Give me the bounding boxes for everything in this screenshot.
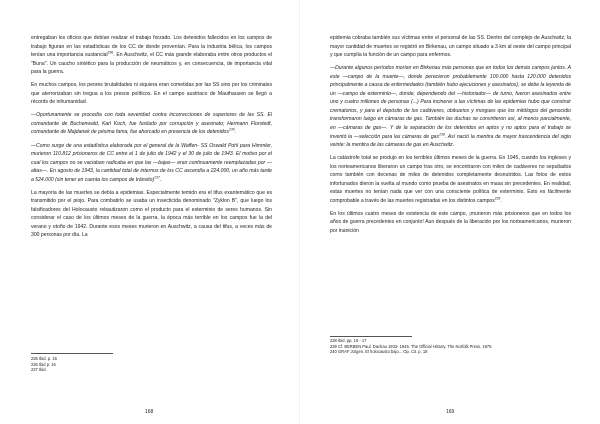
footnote-ref[interactable]: 237 [154,175,160,180]
paragraph [330,154,571,205]
footnote: 235 Ibid. p. 15 [31,356,57,361]
footnote-separator [31,353,113,354]
footnote-ref[interactable]: 238 [439,131,445,136]
footnote: 238 Ibid. pp. 16 - 17 [330,338,367,343]
paragraph [31,189,272,240]
block-quote [31,111,272,137]
paragraph [330,34,571,60]
page-number-right: 169 [446,409,455,415]
paragraph-text: —Como surge de una estadística elaborada por el general de la Waffen- SS Oswald Pohl para Himmler, murieron 110.812 prisioneros de CC entre el 1 de julio de 1942 y el 30 de julio de 1943. El motivo por el cual los campos no se vaciaban radicaba en que las —bajas— eran continuamente reemplazadas por —altas—. En agosto de 1943, la cantidad total de internos de los CC ascendía a 224.000, un año más tarde a 524.000 (sin tener en cuenta los campos de tránsito) [31,142,272,183]
left-page-body [31,34,272,245]
paragraph-text: —Durante algunos períodos morían en Birkenau más personas que en todos los demás campos juntos. A este —campo de la muerte—, donde perecieron probablemente 100.000 hasta 120.000 detenidos principalmente a causa de enfermedades (también hubo ejecuciones y asesinatos), se debe la leyenda de un —campo de exterminio—, donde, dependiendo del —historiador— de turno, fueron asesinados entre uno y cuatro millones de personas (...) Para incinerar a las víctimas de las epidemias hubo que construir crematorios, y para el depósito de los cadáveres, obituarios y morgues que los mitólogos del genocidio transformaron luego en cámaras de gas. También las duchas se convirtieron así, al menos parcialmente, en —cámaras de gas—. Y de la separación de los detenidos en aptos y no aptos para el trabajo se inventó la —selección para las cámaras de gas [330,65,571,140]
right-page [300,0,600,424]
right-footnotes [330,338,491,355]
paragraph-tail: . Así nació la mentira de mayor trascendencia del siglo veinte: la mentira de las cámaras de gas en Auschwitz. [330,133,571,149]
paragraph [31,81,272,107]
footnote: 237 Ibid. [31,367,47,373]
right-page-body [330,34,571,240]
footnote-separator [330,336,412,337]
paragraph [330,210,571,236]
footnote-ref[interactable]: 236 [107,50,114,55]
paragraph-text: En los últimos cuatro meses de existencia de este campo, ¡murieron más prisioneros que en todos los años de guerra precedentes en conjunto! Aun después de la liberación por los norteamericanos, murieron por inanición [330,210,571,234]
block-quote [330,64,571,149]
left-footnotes [31,356,57,373]
paragraph-text: —Oportunamente se procedía con toda severidad contra incorrecciones de superiores de las SS. El comandante de Buchenwald, Karl Koch, fue fusilado por corrupción y asesinato; Hermann Florstedt, comandante de Majdanek de pésima fama, fue ahorcado en presencia de los detenidos [31,112,272,136]
paragraph-tail: . [159,176,162,183]
paragraph-text: La catástrofe total se produjo en los terribles últimos meses de la guerra. En 1945, cuando los ingleses y los norteamericanos liberaron un campo tras otro, se encontraron con miles de cadáveres no sepultados como también con decenas de miles de detenidos completamente desnutridos. Las fotos de estos infortunados dieron la vuelta al mundo como prueba de asesinatos en masa sin precedentes. En realidad, estas muertes no tenían nada que ver con una consciente política de exterminio. Esto es fácilmente comprobable a través de las muertes registradas en los distintos campos [330,155,571,204]
paragraph-tail: . [234,129,237,136]
footnote-ref[interactable]: 239 [494,196,501,201]
paragraph-text: En muchos campos, los peores brutalidades ni siquiera eran cometidas por las SS sino por los criminales que aterrorizaban sin tregua a los presos políticos. En el campo austriaco de Mauthausen se llegó a récords de inhumanidad. [31,82,272,106]
page-number-left: 168 [145,409,154,415]
footnote: 236 Ibid p. 16 [31,361,56,367]
paragraph-tail: . En Auschwitz, el CC más grande elaboraba entre otros productos el "Buna". Un caucho sintético para la producción de neumáticos y, en consecuencia, de importancia vital para la guerra. [31,52,272,76]
footnote: 239 Cf. BERBEN Paul. Dachau 1933- 1945. The Official History. The Norfolk Press, 1975 [330,343,492,349]
paragraph-tail: . [500,197,502,204]
paragraph-text: epidemia cobraba también sus víctimas entre el personal de las SS. Dentro del complejo de Auschwitz, la mayor cantidad de muertes se registró en Birkenau, un campo situado a 3 km al oeste del campo principal y que cumplía la función de un campo para enfermos. [330,35,571,59]
paragraph-text: La mayoría de las muertes se debía a epidemias. Especialmente temido era el tifus exantemático que es transmitido por el piojo. Para combatirlo se usaba un insecticida denominado "Zyklon B", que luego los falsificadores del Holocausto rebautizaron como el producto para el exterminio de seres humanos. Sin considerar el caso de los últimos meses de la guerra, la época más terrible en los campos fue la del verano y otoño de 1942. Durante esos meses murieron en Auschwitz, a causa del tifus, a veces más de 300 personas por día. La [31,189,272,239]
paragraph-text: entregaban los oficios que debían realizar el trabajo forzado. Los detenidos fallecidos en los campos de trabajo figuran en las estadísticas de los CC de donde provenían. Para la industria bélica, los campos tenían una importancia sustancial [31,35,272,59]
block-quote [31,142,272,185]
footnote-ref[interactable]: 236 [228,127,235,132]
footnote: 240 GRAF Jürgen. El holocausto bajo... Op. Cit. p. 18 [330,349,428,355]
paragraph [31,34,272,77]
